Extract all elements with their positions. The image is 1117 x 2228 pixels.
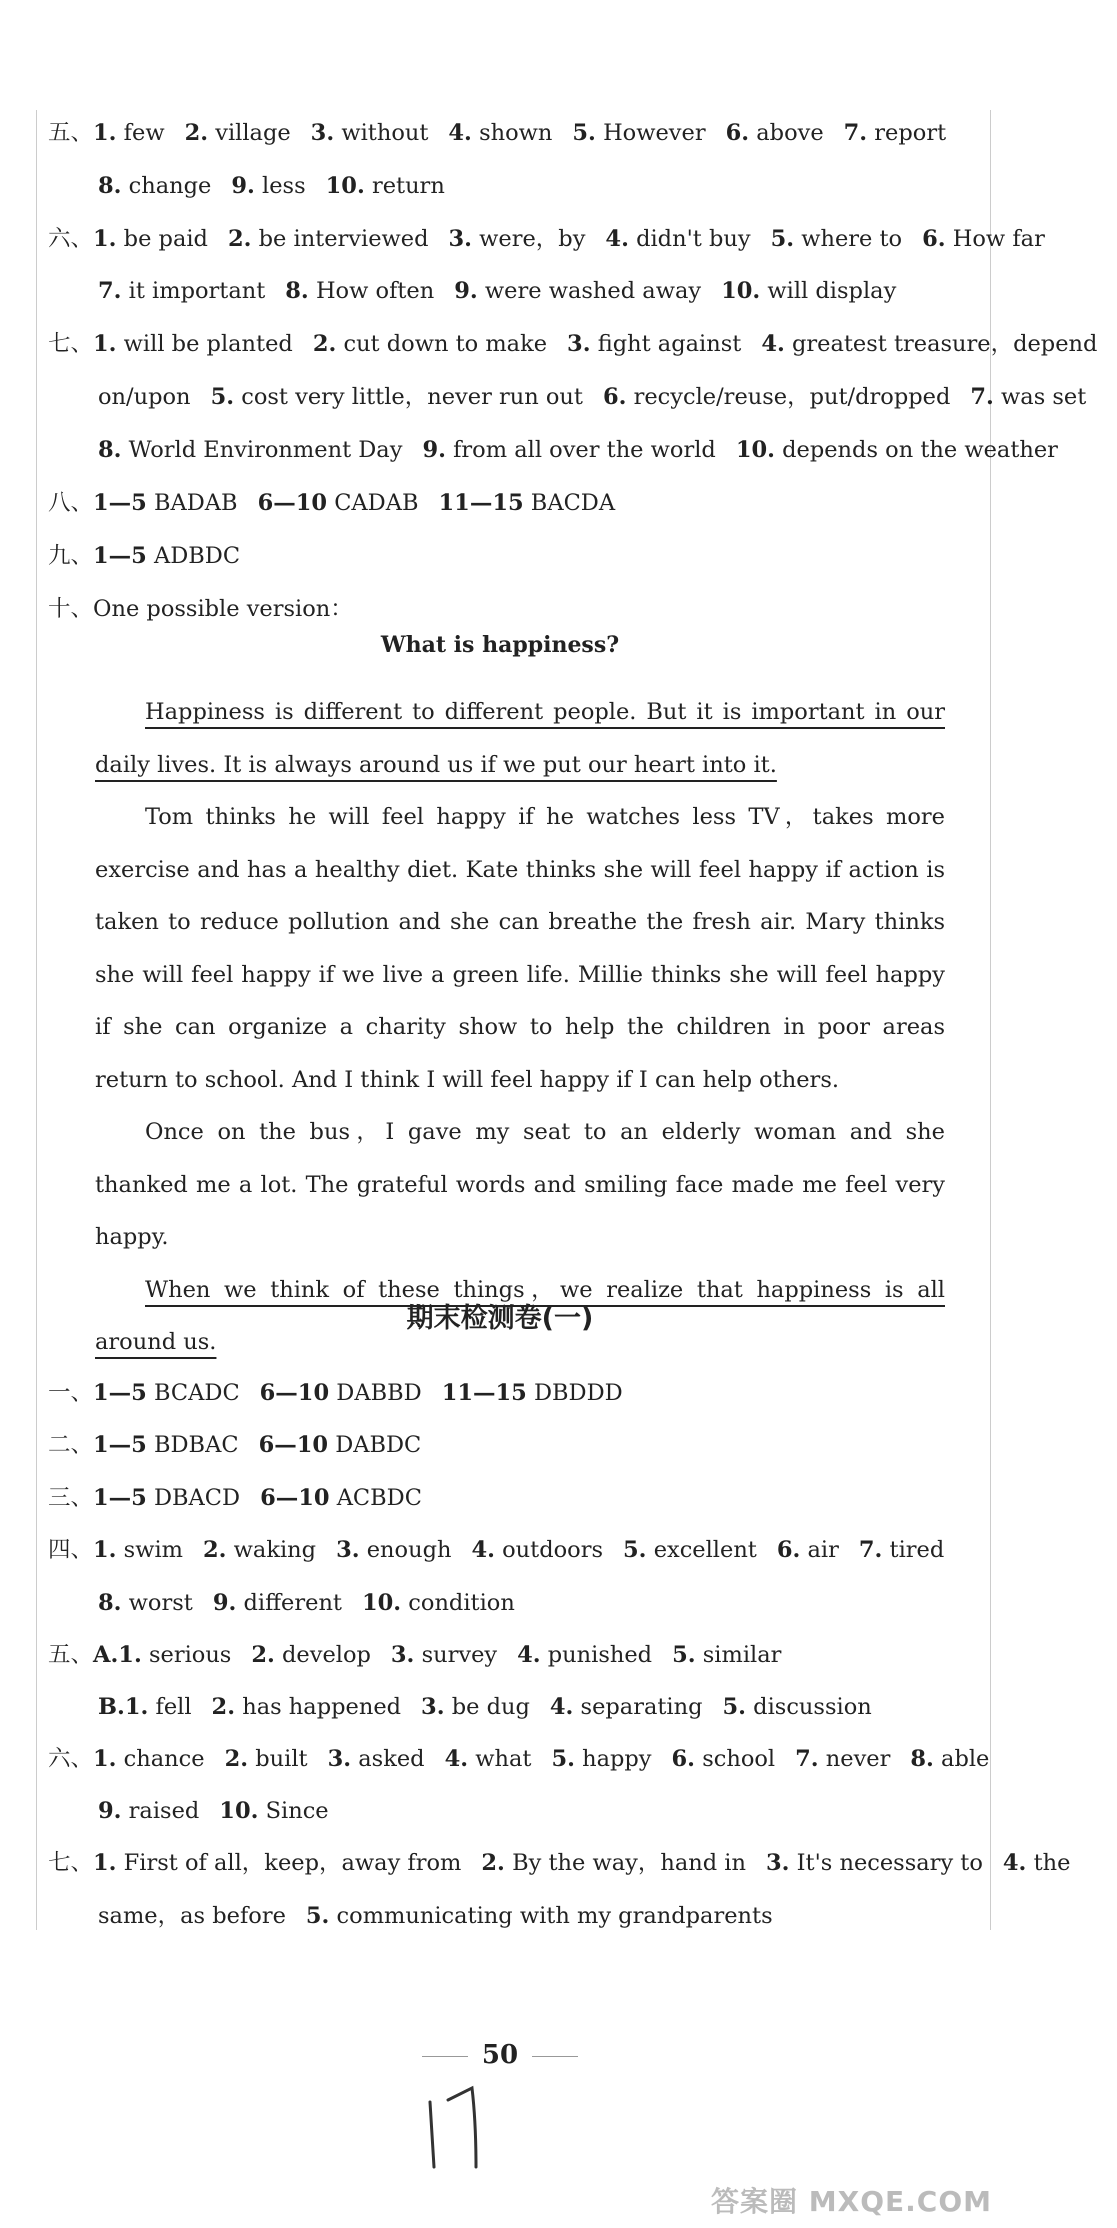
item-number: 2. bbox=[312, 331, 337, 357]
item-number: 5. bbox=[672, 1642, 696, 1668]
item-answer: be dug bbox=[451, 1694, 530, 1720]
answer-item bbox=[98, 173, 211, 199]
item-number: 1—5 bbox=[93, 1485, 147, 1511]
item-answer: village bbox=[215, 120, 291, 146]
item-number: 6—10 bbox=[259, 1380, 330, 1406]
item-answer: BADAB bbox=[153, 490, 238, 516]
item-number: 3. bbox=[336, 1537, 360, 1563]
item-number: 4. bbox=[549, 1694, 574, 1720]
item-answer: will be planted bbox=[123, 331, 293, 357]
item-answer: never bbox=[825, 1746, 891, 1772]
page-number-dash bbox=[422, 2056, 468, 2057]
answer-item bbox=[922, 226, 1045, 252]
item-number: 3. bbox=[448, 226, 472, 252]
answer-item bbox=[336, 1537, 451, 1563]
item-number: 1—5 bbox=[93, 490, 147, 516]
item-answer: BCADC bbox=[153, 1380, 240, 1406]
item-answer: World Environment Day bbox=[128, 437, 403, 463]
item-number: 10. bbox=[735, 437, 775, 463]
item-number: 2. bbox=[203, 1537, 227, 1563]
answer-line bbox=[98, 435, 1078, 465]
item-number: 10. bbox=[325, 173, 365, 199]
item-number: 3. bbox=[327, 1746, 352, 1772]
item-answer: without bbox=[341, 120, 429, 146]
item-answer: chance bbox=[123, 1746, 205, 1772]
item-answer: change bbox=[128, 173, 212, 199]
page-number: 50 bbox=[481, 2040, 519, 2070]
answer-item bbox=[219, 1798, 328, 1824]
section-label: 三、 bbox=[48, 1485, 94, 1511]
item-answer: where to bbox=[801, 226, 903, 252]
item-answer: DBACD bbox=[153, 1485, 241, 1511]
item-answer: fell bbox=[155, 1694, 192, 1720]
section-label: 八、 bbox=[48, 490, 94, 516]
answer-item bbox=[672, 1642, 781, 1668]
item-answer: air bbox=[807, 1537, 839, 1563]
item-number: B.1. bbox=[98, 1694, 149, 1720]
answer-item bbox=[258, 490, 419, 516]
item-answer: were，by bbox=[479, 226, 586, 252]
item-number: 7. bbox=[858, 1537, 883, 1563]
section-label: 七、 bbox=[48, 331, 94, 357]
answer-item bbox=[567, 331, 741, 357]
answer-item bbox=[723, 1694, 872, 1720]
answer-item bbox=[98, 278, 265, 304]
item-answer: report bbox=[874, 120, 947, 146]
answer-item bbox=[225, 1746, 308, 1772]
essay-body bbox=[95, 686, 945, 1369]
item-number: 1. bbox=[93, 120, 117, 146]
answer-item bbox=[231, 173, 305, 199]
answer-item bbox=[93, 1746, 205, 1772]
answer-item bbox=[471, 1537, 603, 1563]
answer-item bbox=[454, 278, 701, 304]
section-label: 一、 bbox=[48, 1380, 94, 1406]
answer-item bbox=[93, 331, 293, 357]
item-number: 7. bbox=[795, 1746, 819, 1772]
item-answer: depends on the weather bbox=[782, 437, 1058, 463]
answer-line bbox=[98, 1692, 892, 1722]
answer-item bbox=[93, 1642, 231, 1668]
answer-item bbox=[93, 1485, 240, 1511]
answer-line bbox=[98, 382, 1106, 412]
answer-item bbox=[766, 1850, 983, 1876]
answer-item bbox=[326, 173, 445, 199]
item-answer: By the way，hand in bbox=[512, 1850, 746, 1876]
answer-item bbox=[98, 1903, 286, 1929]
answer-item bbox=[98, 1590, 193, 1616]
item-number: 4. bbox=[471, 1537, 495, 1563]
item-answer: waking bbox=[233, 1537, 317, 1563]
answer-item bbox=[306, 1903, 773, 1929]
section-label: 十、 bbox=[48, 596, 94, 622]
answer-item bbox=[445, 1746, 532, 1772]
item-number: 1—5 bbox=[93, 543, 147, 569]
answer-item bbox=[93, 1380, 240, 1406]
item-answer: How far bbox=[952, 226, 1045, 252]
item-number: 4. bbox=[448, 120, 472, 146]
essay-title: What is happiness? bbox=[380, 632, 620, 658]
answer-item bbox=[251, 1642, 371, 1668]
item-answer: outdoors bbox=[502, 1537, 604, 1563]
item-number: 6—10 bbox=[257, 490, 328, 516]
answer-item bbox=[859, 1537, 944, 1563]
answer-item bbox=[93, 1850, 461, 1876]
item-number: 10. bbox=[361, 1590, 402, 1616]
item-answer: cost very little，never run out bbox=[241, 384, 583, 410]
answer-line bbox=[48, 1744, 1009, 1774]
item-answer: However bbox=[603, 120, 706, 146]
item-number: 1—5 bbox=[93, 1380, 147, 1406]
answer-line bbox=[48, 1848, 1090, 1878]
item-answer: asked bbox=[358, 1746, 425, 1772]
answer-item bbox=[481, 1850, 746, 1876]
item-number: 6. bbox=[602, 384, 627, 410]
answer-item bbox=[328, 1746, 425, 1772]
item-answer: ADBDC bbox=[153, 543, 241, 569]
answer-item bbox=[448, 120, 552, 146]
item-answer: punished bbox=[547, 1642, 653, 1668]
answer-item bbox=[213, 1590, 342, 1616]
answer-item bbox=[439, 490, 616, 516]
item-number: 1. bbox=[93, 226, 117, 252]
item-number: 9. bbox=[98, 1798, 122, 1824]
answer-item bbox=[603, 384, 950, 410]
item-answer: on/upon bbox=[98, 384, 191, 410]
item-answer: BACDA bbox=[530, 490, 616, 516]
item-answer: it important bbox=[128, 278, 266, 304]
answer-item bbox=[844, 120, 946, 146]
answer-line bbox=[48, 224, 1065, 254]
item-number: 5. bbox=[722, 1694, 747, 1720]
item-number: 11—15 bbox=[441, 1380, 527, 1406]
answer-item bbox=[260, 1380, 422, 1406]
item-answer: swim bbox=[123, 1537, 184, 1563]
item-answer: be interviewed bbox=[258, 226, 429, 252]
item-answer: survey bbox=[421, 1642, 498, 1668]
answer-item bbox=[98, 384, 191, 410]
answer-item bbox=[422, 437, 715, 463]
item-number: 10. bbox=[219, 1798, 259, 1824]
item-number: 3. bbox=[390, 1642, 415, 1668]
item-answer: from all over the world bbox=[453, 437, 716, 463]
answer-item bbox=[970, 384, 1086, 410]
item-answer: recycle/reuse，put/dropped bbox=[633, 384, 951, 410]
item-answer: worst bbox=[128, 1590, 193, 1616]
section-label: 二、 bbox=[48, 1432, 94, 1458]
answer-item bbox=[93, 226, 208, 252]
item-number: 3. bbox=[310, 120, 335, 146]
item-answer: the bbox=[1033, 1850, 1071, 1876]
item-answer: First of all，keep，away from bbox=[123, 1850, 462, 1876]
section-label: 五、 bbox=[48, 1642, 94, 1668]
item-number: 6. bbox=[725, 120, 750, 146]
answer-line bbox=[48, 329, 1117, 359]
item-answer: greatest treasure，depend bbox=[791, 331, 1098, 357]
answer-item bbox=[260, 1485, 422, 1511]
answer-line bbox=[48, 1483, 442, 1513]
answer-line bbox=[48, 118, 966, 148]
answer-item bbox=[572, 120, 705, 146]
item-number: 7. bbox=[843, 120, 868, 146]
item-answer: tired bbox=[889, 1537, 945, 1563]
item-number: 8. bbox=[98, 437, 122, 463]
item-answer: didn't buy bbox=[636, 226, 751, 252]
item-answer: enough bbox=[366, 1537, 452, 1563]
item-answer: what bbox=[475, 1746, 532, 1772]
exam-title: 期末检测卷(一) bbox=[406, 1303, 594, 1334]
item-answer: able bbox=[941, 1746, 990, 1772]
answer-item bbox=[736, 437, 1058, 463]
answer-item bbox=[771, 226, 903, 252]
item-number: 6. bbox=[922, 226, 946, 252]
item-number: 2. bbox=[211, 1694, 236, 1720]
item-answer: same，as before bbox=[98, 1903, 286, 1929]
item-number: 6—10 bbox=[260, 1485, 330, 1511]
section-label: 九、 bbox=[48, 543, 94, 569]
item-number: 4. bbox=[444, 1746, 469, 1772]
item-answer: similar bbox=[702, 1642, 782, 1668]
item-number: 2. bbox=[224, 1746, 249, 1772]
item-number: 8. bbox=[98, 173, 122, 199]
item-number: 1. bbox=[93, 1746, 117, 1772]
item-answer: built bbox=[255, 1746, 308, 1772]
item-answer: CADAB bbox=[334, 490, 419, 516]
essay-paragraph: Happiness is different to different people. But it is important in our daily lives. It is always around us if we put our heart into it. bbox=[95, 699, 945, 778]
answer-item bbox=[211, 384, 583, 410]
answer-item bbox=[93, 543, 240, 569]
item-number: 2. bbox=[227, 226, 252, 252]
answer-item bbox=[910, 1746, 989, 1772]
item-number: 2. bbox=[481, 1850, 505, 1876]
answer-item bbox=[442, 1380, 623, 1406]
page-number-dash bbox=[532, 2056, 578, 2057]
item-number: 5. bbox=[551, 1746, 575, 1772]
answer-item bbox=[605, 226, 750, 252]
item-answer: DABDC bbox=[335, 1432, 422, 1458]
item-number: 3. bbox=[421, 1694, 445, 1720]
answer-item bbox=[98, 437, 402, 463]
answer-item bbox=[726, 120, 824, 146]
item-answer: cut down to make bbox=[343, 331, 548, 357]
item-number: 10. bbox=[721, 278, 761, 304]
item-number: 5. bbox=[572, 120, 596, 146]
item-answer: Since bbox=[265, 1798, 329, 1824]
section-label: 五、 bbox=[48, 120, 94, 146]
item-answer: excellent bbox=[653, 1537, 757, 1563]
answer-item bbox=[550, 1694, 703, 1720]
answer-item bbox=[98, 1694, 192, 1720]
item-number: 7. bbox=[970, 384, 994, 410]
item-number: 11—15 bbox=[438, 490, 524, 516]
item-number: 4. bbox=[761, 331, 785, 357]
answer-item bbox=[313, 331, 547, 357]
section-label: 六、 bbox=[48, 1746, 94, 1772]
answer-line bbox=[98, 276, 916, 306]
answer-item bbox=[93, 490, 238, 516]
handwritten-number bbox=[420, 2082, 490, 2172]
answer-line bbox=[48, 1378, 643, 1408]
page-number-row bbox=[0, 2040, 1000, 2070]
item-answer: condition bbox=[408, 1590, 515, 1616]
item-answer: less bbox=[262, 173, 306, 199]
answer-item bbox=[777, 1537, 839, 1563]
answer-item bbox=[362, 1590, 515, 1616]
answer-item bbox=[93, 1432, 239, 1458]
item-answer: raised bbox=[128, 1798, 200, 1824]
item-answer: separating bbox=[580, 1694, 703, 1720]
item-number: 4. bbox=[517, 1642, 541, 1668]
answer-line bbox=[98, 1901, 793, 1931]
answer-item bbox=[228, 226, 429, 252]
answer-item bbox=[449, 226, 586, 252]
item-number: 2. bbox=[251, 1642, 275, 1668]
item-answer: serious bbox=[148, 1642, 232, 1668]
section-label: 六、 bbox=[48, 226, 94, 252]
answer-item bbox=[285, 278, 434, 304]
answer-line bbox=[48, 488, 635, 518]
item-number: 9. bbox=[231, 173, 255, 199]
item-answer: above bbox=[756, 120, 824, 146]
answer-item bbox=[721, 278, 896, 304]
answer-line bbox=[48, 1640, 801, 1670]
item-number: 1. bbox=[93, 1537, 117, 1563]
item-answer: has happened bbox=[242, 1694, 402, 1720]
item-answer: ACBDC bbox=[336, 1485, 422, 1511]
watermark: 答案圈 MXQE.COM bbox=[711, 2185, 992, 2218]
item-number: 1. bbox=[93, 331, 117, 357]
item-number: 5. bbox=[623, 1537, 647, 1563]
answer-line bbox=[98, 1588, 535, 1618]
item-answer: shown bbox=[479, 120, 553, 146]
item-number: 1—5 bbox=[93, 1432, 147, 1458]
answer-line bbox=[48, 541, 260, 571]
answer-line bbox=[48, 1535, 964, 1565]
essay-paragraph: Once on the bus，I gave my seat to an elderly woman and she thanked me a lot. The grateful words and smiling face made me feel very happy. bbox=[95, 1119, 945, 1250]
left-margin-rule bbox=[36, 110, 37, 1930]
answer-line bbox=[98, 171, 465, 201]
answer-item bbox=[551, 1746, 651, 1772]
item-number: 7. bbox=[98, 278, 122, 304]
item-answer: BDBAC bbox=[153, 1432, 239, 1458]
answer-line bbox=[48, 594, 353, 624]
answer-item bbox=[761, 331, 1097, 357]
answer-item bbox=[98, 1798, 199, 1824]
item-number: 5. bbox=[770, 226, 795, 252]
section-text: One possible version： bbox=[93, 596, 353, 622]
item-answer: fight against bbox=[597, 331, 742, 357]
answer-item bbox=[623, 1537, 757, 1563]
section-label: 七、 bbox=[48, 1850, 94, 1876]
answer-item bbox=[672, 1746, 776, 1772]
answer-line bbox=[98, 1796, 349, 1826]
answer-line bbox=[48, 1430, 441, 1460]
item-number: 5. bbox=[210, 384, 235, 410]
item-answer: school bbox=[702, 1746, 776, 1772]
essay-paragraph: When we think of these things，we realize that happiness is all around us. bbox=[95, 1276, 945, 1355]
item-number: 6. bbox=[776, 1537, 801, 1563]
item-number: 8. bbox=[285, 278, 309, 304]
item-number: 4. bbox=[605, 226, 629, 252]
answer-item bbox=[421, 1694, 530, 1720]
item-number: 5. bbox=[305, 1903, 330, 1929]
answer-item bbox=[517, 1642, 652, 1668]
answer-item bbox=[185, 120, 291, 146]
answer-item bbox=[259, 1432, 422, 1458]
essay-paragraph: Tom thinks he will feel happy if he watches less TV，takes more exercise and has a healthy diet. Kate thinks she will feel happy if action is taken to reduce pollution and she can breathe the fresh air. Mary thinks she will feel happy if we live a green life. Millie thinks she will feel happy if she can organize a charity show to help the children in poor areas return to school. And I think I will feel happy if I can help others. bbox=[95, 804, 945, 1093]
item-number: 1. bbox=[93, 1850, 117, 1876]
item-answer: be paid bbox=[123, 226, 208, 252]
answer-item bbox=[212, 1694, 402, 1720]
answer-item bbox=[391, 1642, 497, 1668]
item-number: 4. bbox=[1002, 1850, 1027, 1876]
item-answer: DABBD bbox=[336, 1380, 422, 1406]
item-answer: return bbox=[371, 173, 445, 199]
item-number: 9. bbox=[422, 437, 446, 463]
item-number: A.1. bbox=[93, 1642, 142, 1668]
item-number: 2. bbox=[184, 120, 209, 146]
item-number: 6—10 bbox=[258, 1432, 329, 1458]
answer-item bbox=[1003, 1850, 1071, 1876]
answer-item bbox=[93, 120, 165, 146]
item-answer: was set bbox=[1001, 384, 1087, 410]
item-number: 3. bbox=[765, 1850, 790, 1876]
item-answer: develop bbox=[282, 1642, 371, 1668]
answer-item bbox=[203, 1537, 316, 1563]
item-answer: discussion bbox=[753, 1694, 872, 1720]
item-number: 3. bbox=[567, 331, 591, 357]
item-answer: It's necessary to bbox=[796, 1850, 983, 1876]
item-number: 8. bbox=[98, 1590, 122, 1616]
section-label: 四、 bbox=[48, 1537, 94, 1563]
item-number: 9. bbox=[212, 1590, 237, 1616]
item-number: 8. bbox=[910, 1746, 934, 1772]
item-answer: were washed away bbox=[484, 278, 702, 304]
item-answer: few bbox=[123, 120, 165, 146]
item-answer: communicating with my grandparents bbox=[336, 1903, 773, 1929]
answer-item bbox=[795, 1746, 890, 1772]
item-answer: happy bbox=[582, 1746, 652, 1772]
answer-item bbox=[311, 120, 429, 146]
item-answer: different bbox=[243, 1590, 342, 1616]
answer-item bbox=[93, 1537, 183, 1563]
item-answer: DBDDD bbox=[533, 1380, 623, 1406]
item-answer: How often bbox=[315, 278, 435, 304]
item-number: 9. bbox=[454, 278, 478, 304]
item-number: 6. bbox=[671, 1746, 696, 1772]
item-answer: will display bbox=[767, 278, 897, 304]
